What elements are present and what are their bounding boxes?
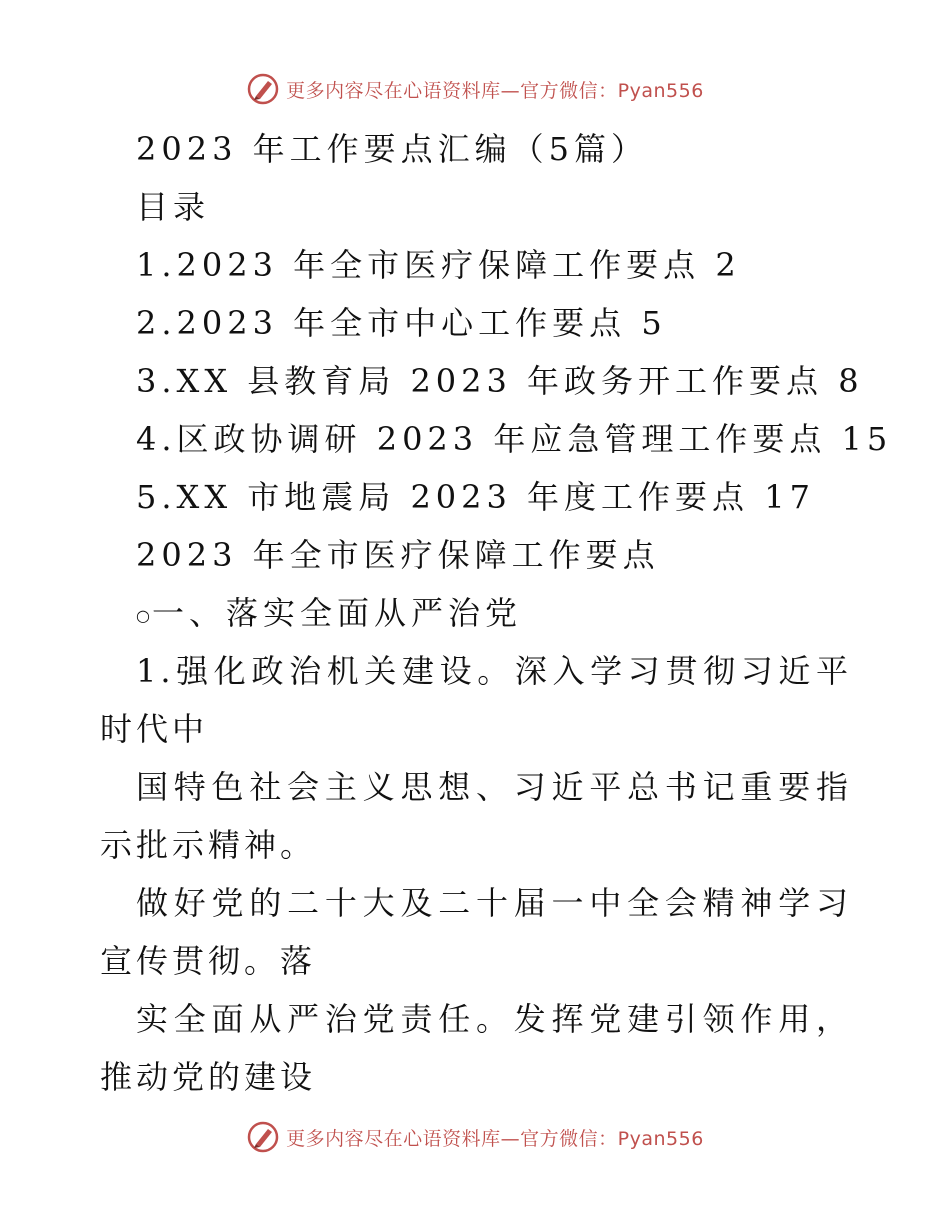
toc-item-5: 5.XX 市地震局 2023 年度工作要点 17 — [136, 478, 815, 516]
watermark-text: 更多内容尽在心语资料库—官方微信：Pyan556 — [286, 79, 704, 102]
toc-heading: 目录 — [136, 188, 211, 226]
paragraph-2: 国特色社会主义思想、习近平总书记重要指示批示精神。 — [100, 768, 852, 864]
paragraph-4: 实全面从严治党责任。发挥党建引领作用，推动党的建设 — [100, 1000, 852, 1096]
document-body — [100, 120, 893, 1106]
paragraph-1: 1.强化政治机关建设。深入学习贯彻习近平时代中 — [100, 652, 852, 748]
watermark-banner-bottom — [0, 1120, 950, 1154]
pen-logo-icon — [246, 72, 280, 106]
toc-item-4: 4.区政协调研 2023 年应急管理工作要点 15 — [136, 420, 893, 458]
watermark-banner-top — [0, 72, 950, 106]
pen-logo-icon — [246, 1120, 280, 1154]
toc-item-2: 2.2023 年全市中心工作要点 5 — [136, 304, 667, 342]
toc-item-1: 1.2023 年全市医疗保障工作要点 2 — [136, 246, 741, 284]
document-title: 2023 年工作要点汇编（5篇） — [136, 130, 648, 168]
circle-bullet-icon: ○ — [136, 605, 150, 625]
section-title: 2023 年全市医疗保障工作要点 — [136, 536, 660, 574]
paragraph-3: 做好党的二十大及二十届一中全会精神学习宣传贯彻。落 — [100, 884, 852, 980]
watermark-text: 更多内容尽在心语资料库—官方微信：Pyan556 — [286, 1127, 704, 1150]
toc-item-3: 3.XX 县教育局 2023 年政务开工作要点 8 — [136, 362, 864, 400]
section-heading-one — [100, 584, 852, 642]
section-heading-text: 一、落实全面从严治党 — [151, 594, 522, 632]
